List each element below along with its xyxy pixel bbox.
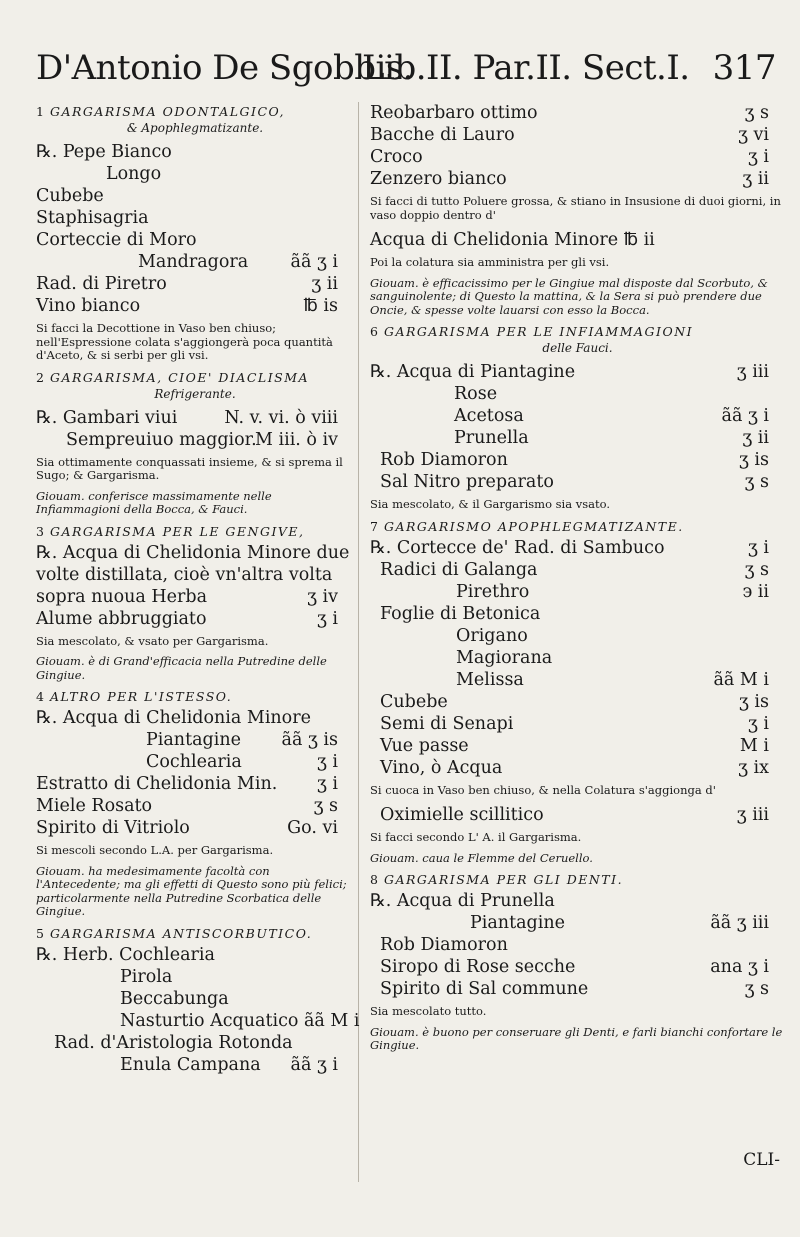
ingredient-name: Cubebe	[36, 186, 104, 206]
ingredient-quantity: ʒ i	[316, 752, 338, 772]
ingredient-quantity: ʒ i	[316, 774, 338, 794]
ingredient-line	[36, 429, 354, 451]
section-title	[36, 926, 354, 941]
ingredient-line	[370, 934, 785, 956]
ingredient-line	[370, 168, 785, 190]
ingredient-quantity: ʒ ii	[742, 428, 769, 448]
ingredient-quantity: Go. vi	[287, 818, 338, 838]
page-number: 317	[712, 48, 776, 88]
section-subtitle: delle Fauci.	[542, 341, 613, 355]
ingredient-line	[36, 1010, 360, 1032]
section-title-text: GARGARISMA PER LE INFIAMMAGIONI	[383, 324, 694, 339]
ingredient-name: ℞. Cortecce de' Rad. di Sambuco	[370, 537, 665, 558]
instruction-note: Sia mescolato, & vsato per Gargarisma.	[36, 633, 269, 648]
ingredient-name: Zenzero bianco	[370, 169, 507, 189]
ingredient-name: Mandragora	[138, 252, 249, 272]
section-title	[370, 519, 785, 534]
ingredient-name: Corteccie di Moro	[36, 230, 197, 250]
ingredient-name: Reobarbaro ottimo	[370, 103, 538, 123]
ingredient-text: ℞. Acqua di Chelidonia Minore due volte distillata, cioè vn'altra volta sopra nuoua Herba	[36, 542, 350, 607]
instruction-note: Sia mescolato, & il Gargarismo sia vsato.	[370, 497, 611, 511]
ingredient-line	[36, 944, 354, 966]
ingredient-line	[370, 383, 785, 405]
ingredient-name: Rob Diamoron	[380, 935, 508, 955]
ingredient-quantity: ʒ s	[744, 472, 769, 492]
ingredient-line	[36, 273, 354, 295]
ingredient-name: Cubebe	[380, 691, 448, 712]
ingredient-line	[370, 471, 785, 493]
ingredient-quantity: ʒ s	[744, 979, 769, 999]
ingredient-name: Enula Campana	[120, 1054, 261, 1075]
ingredient-name: Longo	[106, 164, 162, 184]
ingredient-line	[36, 163, 354, 185]
ingredient-line	[370, 978, 785, 1000]
section-subtitle: & Apophlegmatizante.	[126, 121, 264, 135]
left-column	[36, 102, 360, 1076]
section-title-text: GARGARISMA PER LE GENGIVE,	[49, 523, 305, 539]
ingredient-quantity: ʒ i	[747, 713, 769, 734]
ingredient-line	[36, 141, 354, 163]
ingredient-line	[370, 427, 785, 449]
ingredient-name: ℞. Acqua di Chelidonia Minore	[36, 708, 311, 728]
ingredient-name: Estratto di Chelidonia Min.	[36, 774, 278, 794]
ingredient-name: Staphisagria	[36, 208, 149, 228]
ingredient-line	[36, 751, 354, 773]
ingredient-quantity: ʒ s	[313, 796, 338, 816]
ingredient-name: Bacche di Lauro	[370, 125, 515, 145]
ingredient-line	[370, 890, 785, 912]
ingredient-name: Miele Rosato	[36, 796, 153, 816]
ingredient-line	[36, 817, 354, 839]
ingredient-name: Rob Diamoron	[380, 450, 508, 470]
commentary-note: Giouam. è efficacissimo per le Gingiue mal disposte dal Scorbuto, & sanguinolente; di Questo la mattina, & la Sera si può prendere due Oncie, & spesse volte lauarsi con esso la Bocca.	[370, 275, 768, 317]
section-title-text: GARGARISMA ANTISCORBUTICO.	[49, 925, 313, 941]
ingredient-quantity: ãã ʒ i	[721, 406, 769, 426]
ingredient-name: Pirola	[120, 966, 173, 987]
ingredient-name: Pirethro	[456, 581, 530, 602]
ingredient-line	[36, 795, 354, 817]
section-title-text: GARGARISMA PER GLI DENTI.	[383, 872, 624, 887]
ingredient-line	[36, 608, 354, 630]
ingredient-name: Croco	[370, 147, 423, 167]
section-title	[36, 689, 354, 704]
ingredient-line	[370, 361, 785, 383]
ingredient-quantity: ʒ s	[744, 103, 769, 123]
ingredient-name: ℞. Herb. Cochlearia	[36, 944, 215, 965]
commentary-note: Giouam. ha medesimamente facoltà con l'Antecedente; ma gli effetti di Questo sono più felici; particolarmente nella Putredine Scorbatica delle Gingiue.	[36, 863, 347, 918]
section-number: 7	[370, 518, 378, 534]
ingredient-line	[36, 729, 354, 751]
ingredient-line	[36, 185, 354, 207]
ingredient-line	[36, 295, 354, 317]
instruction-note: Si facci secondo L' A. il Gargarisma.	[370, 830, 582, 844]
ingredient-name: ℞. Pepe Bianco	[36, 142, 172, 162]
ingredient-name: ℞. Acqua di Prunella	[370, 891, 555, 911]
ingredient-quantity: N. v. vi. ò viii	[224, 407, 338, 428]
ingredient-line	[370, 559, 785, 581]
instruction-note: Si cuoca in Vaso ben chiuso, & nella Colatura s'aggionga d'	[370, 782, 716, 797]
ingredient-quantity: ana ʒ i	[710, 957, 769, 977]
ingredient-name: Piantagine	[146, 730, 241, 750]
ingredient-name: Nasturtio Acquatico ãã M i	[120, 1010, 360, 1031]
ingredient-line	[370, 124, 785, 146]
ingredient-quantity: ʒ iii	[736, 805, 769, 825]
ingredient-name: Prunella	[454, 428, 529, 448]
ingredient-name: Beccabunga	[120, 988, 229, 1009]
section-title	[370, 872, 785, 887]
section-number: 5	[36, 925, 44, 941]
ingredient-line	[36, 207, 354, 229]
ingredient-name: ℞. Gambari viui	[36, 407, 178, 428]
ingredient-line	[370, 449, 785, 471]
ingredient-paragraph	[36, 542, 354, 608]
ingredient-line	[370, 804, 785, 826]
section-title	[36, 104, 354, 119]
instruction-note: Si mescoli secondo L.A. per Gargarisma.	[36, 843, 274, 857]
ingredient-name: Spirito di Sal commune	[380, 979, 589, 999]
ingredient-line	[36, 1054, 354, 1076]
right-column	[370, 102, 785, 1060]
ingredient-quantity: ʒ ii	[311, 274, 338, 294]
section-title-text: GARGARISMO APOPHLEGMATIZANTE.	[383, 518, 684, 534]
header-author: D'Antonio De Sgobbis.	[36, 48, 414, 88]
section-number: 2	[36, 369, 44, 385]
ingredient-line	[370, 669, 785, 691]
ingredient-name: Oximielle scillitico	[380, 805, 544, 825]
ingredient-name: ℞. Acqua di Piantagine	[370, 362, 576, 382]
ingredient-name: Spirito di Vitriolo	[36, 818, 190, 838]
header-section: Lib.II. Par.II. Sect.I.	[362, 48, 690, 88]
ingredient-name: Siropo di Rose secche	[380, 957, 576, 977]
section-subtitle: Refrigerante.	[154, 386, 236, 401]
ingredient-line	[36, 988, 354, 1010]
section-title-text: GARGARISMA, CIOE' DIACLISMA	[49, 369, 310, 385]
ingredient-name: Radici di Galanga	[380, 559, 538, 580]
section-number: 1	[36, 104, 44, 119]
ingredient-quantity: ãã M i	[713, 669, 769, 690]
ingredient-line	[370, 603, 785, 625]
ingredient-line	[370, 146, 785, 168]
ingredient-name: Semi di Senapi	[380, 713, 514, 734]
ingredient-name: Cochlearia	[146, 752, 242, 772]
commentary-note: Giouam. caua le Flemme del Ceruello.	[370, 850, 593, 865]
ingredient-name: Acetosa	[454, 406, 524, 426]
commentary-note: Giouam. conferisce massimamente nelle Infiammagioni della Bocca, & Fauci.	[36, 488, 272, 516]
section-title-text: GARGARISMA ODONTALGICO,	[49, 104, 286, 119]
ingredient-name: Vino bianco	[36, 296, 141, 316]
ingredient-name: Sempreuiuo maggior.	[66, 429, 257, 450]
section-number: 3	[36, 523, 44, 539]
ingredient-line	[36, 707, 354, 729]
ingredient-line	[36, 966, 354, 988]
ingredient-line	[370, 405, 785, 427]
commentary-note: Giouam. è buono per conseruare gli Denti, e farli bianchi confortare le Gingiue.	[370, 1024, 783, 1052]
section-number: 4	[36, 689, 44, 704]
section-title-text: ALTRO PER L'ISTESSO.	[49, 689, 233, 704]
ingredient-name: Piantagine	[470, 913, 565, 933]
ingredient-name: Acqua di Chelidonia Minore ℔ ii	[370, 230, 655, 250]
ingredient-quantity: ʒ vi	[738, 125, 769, 145]
ingredient-name: Alume abbruggiato	[36, 608, 207, 629]
ingredient-quantity: ʒ ii	[742, 169, 769, 189]
ingredient-quantity: ãã ʒ is	[281, 730, 338, 750]
ingredient-name: Foglie di Betonica	[380, 603, 541, 624]
section-number: 6	[370, 324, 378, 339]
ingredient-quantity: ʒ s	[744, 559, 769, 580]
ingredient-line	[36, 1032, 354, 1054]
instruction-note: Si facci di tutto Poluere grossa, & stiano in Insusione di duoi giorni, in vaso doppio dentro d'	[370, 194, 781, 222]
ingredient-quantity: ʒ i	[747, 147, 769, 167]
ingredient-quantity: ãã ʒ i	[290, 252, 338, 272]
ingredient-name: Rad. di Piretro	[36, 274, 167, 294]
instruction-note: Sia mescolato tutto.	[370, 1004, 487, 1018]
ingredient-name: Vino, ò Acqua	[380, 757, 503, 778]
ingredient-line	[370, 102, 785, 124]
ingredient-quantity: ãã ʒ i	[290, 1054, 338, 1075]
ingredient-quantity: ʒ is	[738, 450, 769, 470]
ingredient-quantity: ʒ is	[738, 691, 769, 712]
ingredient-line	[36, 407, 354, 429]
instruction-note: Si facci la Decottione in Vaso ben chiuso; nell'Espressione colata s'aggiongerà poca quantità d'Aceto, & si serbi per gli vsi.	[36, 321, 333, 362]
ingredient-line	[370, 581, 785, 603]
ingredient-line	[370, 912, 785, 934]
ingredient-name: Melissa	[456, 669, 524, 690]
ingredient-line	[370, 713, 785, 735]
section-title	[36, 370, 354, 385]
ingredient-name: Rose	[454, 384, 498, 404]
ingredient-name: Sal Nitro preparato	[380, 472, 554, 492]
section-title	[370, 324, 785, 339]
catchword: CLI-	[743, 1150, 780, 1170]
ingredient-line	[36, 251, 354, 273]
ingredient-line	[370, 625, 785, 647]
ingredient-name: Vue passe	[380, 735, 469, 756]
ingredient-quantity: ℔ is	[303, 296, 338, 316]
ingredient-line	[370, 537, 785, 559]
ingredient-line	[36, 229, 354, 251]
instruction-note: Poi la colatura sia amministra per gli vsi.	[370, 255, 610, 269]
ingredient-name: Origano	[456, 625, 528, 646]
ingredient-line	[370, 229, 785, 251]
ingredient-name: Magiorana	[456, 647, 553, 668]
section-number: 8	[370, 872, 378, 887]
ingredient-line	[370, 757, 785, 779]
ingredient-quantity: ʒ iii	[736, 362, 769, 382]
ingredient-quantity: M i	[739, 735, 769, 756]
ingredient-quantity: ʒ i	[747, 537, 769, 558]
ingredient-line	[370, 647, 785, 669]
ingredient-quantity: M iii. ò iv	[255, 429, 338, 450]
ingredient-line	[36, 773, 354, 795]
ingredient-quantity: ϶ ii	[742, 581, 769, 602]
section-title	[36, 524, 354, 539]
ingredient-line	[370, 956, 785, 978]
ingredient-line	[370, 691, 785, 713]
ingredient-quantity: ʒ i	[316, 608, 338, 629]
commentary-note: Giouam. è di Grand'efficacia nella Putredine delle Gingiue.	[36, 654, 327, 682]
ingredient-quantity: ãã ʒ iii	[710, 913, 769, 933]
ingredient-name: Rad. d'Aristologia Rotonda	[54, 1032, 293, 1053]
instruction-note: Sia ottimamente conquassati insieme, & si sprema il Sugo; & Gargarisma.	[36, 454, 343, 482]
ingredient-quantity: ʒ iv	[307, 586, 338, 607]
ingredient-quantity: ʒ ix	[738, 757, 769, 778]
ingredient-line	[370, 735, 785, 757]
